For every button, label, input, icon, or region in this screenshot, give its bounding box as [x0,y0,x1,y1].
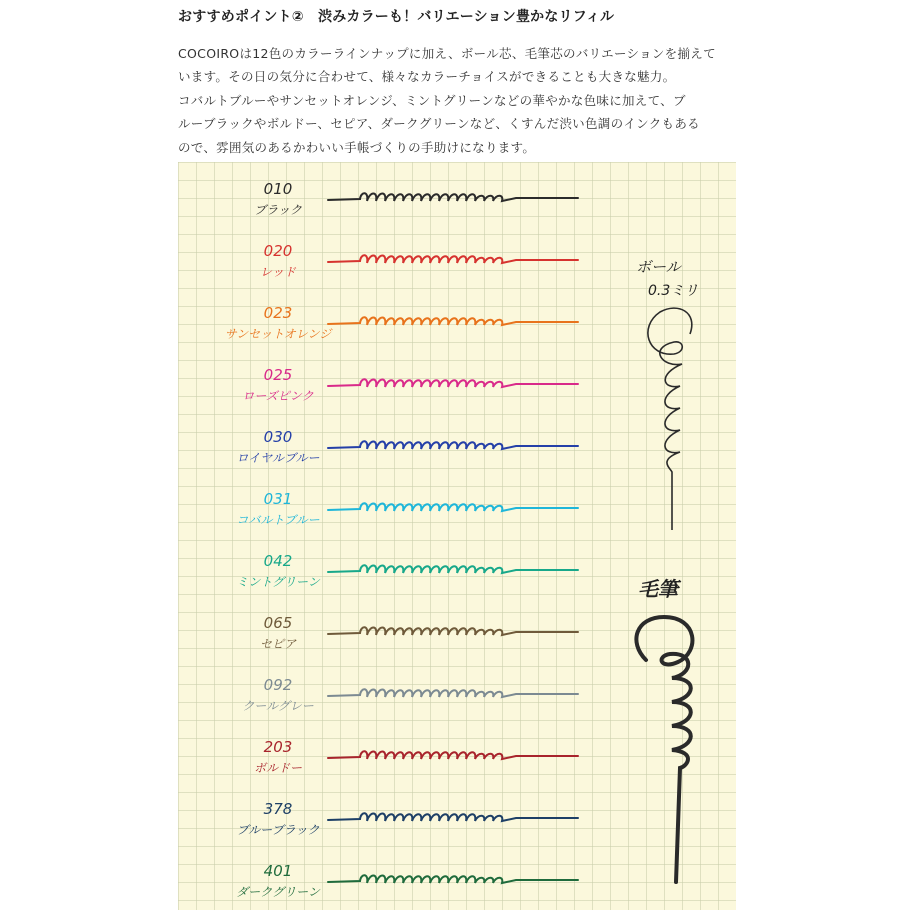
article [178,0,738,159]
swatch-name: サンセットオレンジ [224,327,332,341]
swatch-code: 031 [263,490,293,508]
swatch-name: ブルーブラック [236,823,320,837]
swatch-code: 010 [263,180,293,198]
brush-label: 毛筆 [638,577,678,601]
ballpoint-note [636,258,698,530]
description [178,42,738,159]
color-swatch-row [236,552,578,589]
ballpoint-spiral [648,308,692,530]
ink-stroke-sample [328,875,578,883]
ink-stroke-sample [328,317,578,325]
swatch-name: ロイヤルブルー [236,451,320,465]
section-heading: おすすめポイント② 渋みカラーも！バリエーション豊かなリフィル [178,9,615,25]
swatch-name: ボルドー [253,761,303,775]
swatch-name: コバルトブルー [236,513,320,527]
swatch-code: 042 [263,552,293,570]
ink-stroke-sample [328,813,578,821]
color-swatch-row [242,676,578,713]
swatch-name: クールグレー [242,699,314,713]
swatch-name: レッド [260,265,296,279]
swatch-name: ローズピンク [242,389,314,403]
swatch-code: 030 [263,428,293,446]
color-swatch-row [260,242,578,279]
color-sample-drawing [178,162,736,910]
description-line: います。その日の気分に合わせて、様々なカラーチョイスができることも大きな魅力。 [178,69,676,85]
ballpoint-label: ボール [636,258,681,276]
swatch-code: 025 [263,366,293,384]
description-line: COCOIROは12色のカラーラインナップに加え、ボール芯、毛筆芯のバリエーションを揃えて [178,46,716,61]
swatch-name: ダークグリーン [236,885,320,899]
brush-note [636,577,692,882]
ballpoint-size-label: 0.3ミリ [648,283,699,299]
ink-stroke-sample [328,255,578,263]
swatch-code: 203 [263,738,293,756]
color-swatch-row [236,428,578,465]
ink-stroke-sample [328,565,578,573]
color-swatch-row [225,304,578,341]
swatch-code: 401 [263,862,293,880]
ink-stroke-sample [328,503,578,511]
ink-stroke-sample [328,627,578,635]
color-swatch-row [242,366,578,403]
ink-stroke-sample [328,379,578,387]
description-line: コバルトブルーやサンセットオレンジ、ミントグリーンなどの華やかな色味に加えて、ブ [178,92,686,108]
color-swatch-row [237,800,578,837]
swatch-code: 065 [263,614,293,632]
ink-stroke-sample [328,193,578,201]
swatch-code: 023 [263,304,293,322]
swatch-name: セピア [259,637,297,651]
ink-stroke-sample [328,441,578,449]
color-swatch-row [254,180,578,217]
swatch-name: ミントグリーン [236,575,320,589]
color-swatch-row [236,862,578,899]
swatch-code: 092 [263,676,293,694]
brush-spiral [636,617,692,882]
ink-stroke-sample [328,751,578,759]
color-swatch-row [254,738,578,775]
color-sample-photo [178,162,736,910]
swatch-name: ブラック [254,203,302,217]
color-swatch-row [236,490,578,527]
description-line: ので、雰囲気のあるかわいい手帳づくりの手助けになります。 [178,139,536,155]
description-line: ルーブラックやボルドー、セピア、ダークグリーンなど、くすんだ渋い色調のインクもある [178,116,700,132]
swatch-code: 020 [263,242,293,260]
swatch-code: 378 [263,800,293,818]
color-swatch-row [260,614,578,651]
ink-stroke-sample [328,689,578,697]
